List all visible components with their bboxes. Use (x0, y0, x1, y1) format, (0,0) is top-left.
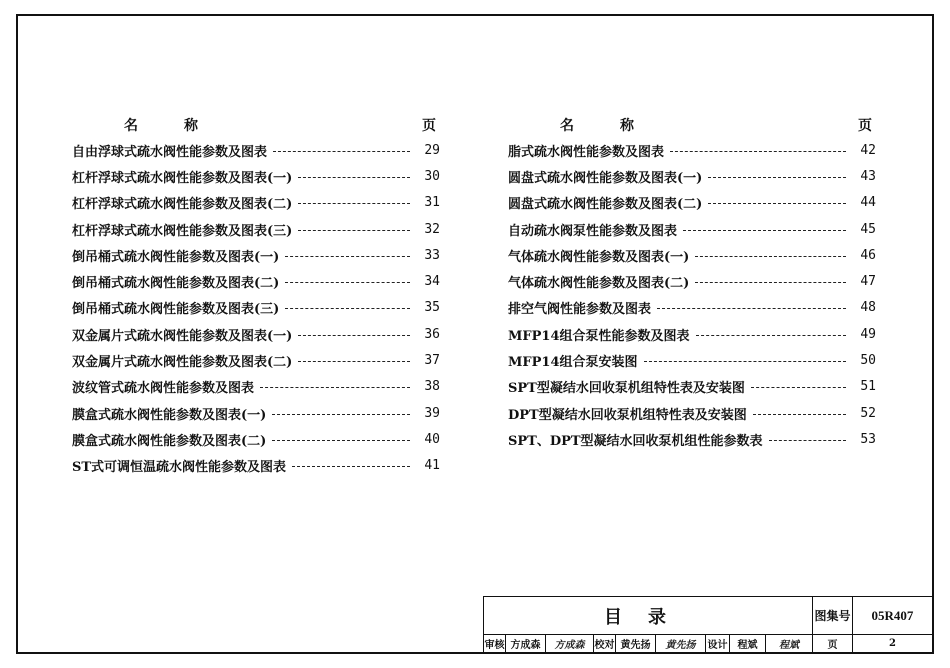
toc-entry (508, 295, 876, 321)
toc-entry (508, 347, 876, 373)
toc-entry-title: 气体疏水阀性能参数及图表(二) (508, 276, 690, 292)
atlas-label: 图集号 (813, 597, 853, 635)
toc-entry (72, 268, 440, 294)
toc-entry-title: ST式可调恒温疏水阀性能参数及图表 (72, 460, 287, 476)
toc-entry (72, 137, 440, 163)
toc-entry-page: 47 (860, 274, 876, 290)
toc-entry-page: 43 (860, 168, 876, 184)
toc-entry-page: 53 (860, 431, 876, 447)
toc-entry (508, 242, 876, 268)
toc-entry-title: DPT型凝结水回收泵机组特性表及安装图 (508, 407, 747, 423)
dash-leader (708, 177, 846, 178)
sheet-title: 目录 (484, 597, 813, 635)
header-page: 页 (422, 118, 436, 134)
toc-entry (72, 190, 440, 216)
dash-leader (298, 203, 410, 204)
toc-entry-title: 气体疏水阀性能参数及图表(一) (508, 249, 690, 265)
toc-entry-title: 倒吊桶式疏水阀性能参数及图表(三) (72, 302, 280, 318)
toc-entry (72, 374, 440, 400)
designer-signature: 程斌 (766, 635, 813, 653)
toc-entry-page: 46 (860, 247, 876, 263)
toc-entry-page: 35 (424, 300, 440, 316)
dash-leader (272, 440, 410, 441)
toc-entry (508, 163, 876, 189)
checker-name: 黄先扬 (616, 635, 656, 653)
toc-entry-title: 倒吊桶式疏水阀性能参数及图表(二) (72, 276, 280, 292)
toc-entry (72, 453, 440, 479)
toc-entry (72, 347, 440, 373)
toc-entry-title: 自动疏水阀泵性能参数及图表 (508, 223, 678, 239)
atlas-number: 05R407 (853, 597, 933, 635)
toc-entry-title: 双金属片式疏水阀性能参数及图表(二) (72, 355, 293, 371)
toc-entry-page: 41 (424, 458, 440, 474)
dash-leader (753, 414, 846, 415)
toc-entry-title: SPT、DPT型凝结水回收泵机组性能参数表 (508, 433, 763, 449)
title-block (483, 596, 934, 654)
toc-entry (508, 374, 876, 400)
dash-leader (657, 308, 846, 309)
toc-entry-page: 50 (860, 353, 876, 369)
toc-entry-page: 36 (424, 326, 440, 342)
toc-entry (508, 268, 876, 294)
toc-entry (72, 242, 440, 268)
design-label: 设计 (706, 635, 730, 653)
toc-entry-page: 29 (424, 142, 440, 158)
toc-left-list (72, 137, 440, 479)
dash-leader (285, 282, 410, 283)
toc-entry-page: 45 (860, 221, 876, 237)
toc-entry-page: 33 (424, 247, 440, 263)
toc-entry-title: 杠杆浮球式疏水阀性能参数及图表(二) (72, 197, 293, 213)
toc-entry (508, 321, 876, 347)
toc-entry-title: 双金属片式疏水阀性能参数及图表(一) (72, 328, 293, 344)
toc-left-column (72, 115, 440, 479)
header-name: 名称 (124, 118, 244, 134)
toc-entry (508, 400, 876, 426)
toc-entry-title: 排空气阀性能参数及图表 (508, 302, 652, 318)
toc-entry-page: 52 (860, 405, 876, 421)
toc-entry (72, 163, 440, 189)
dash-leader (292, 466, 410, 467)
toc-entry-title: 倒吊桶式疏水阀性能参数及图表(一) (72, 249, 280, 265)
dash-leader (273, 151, 410, 152)
toc-entry (72, 400, 440, 426)
toc-entry-page: 44 (860, 195, 876, 211)
header-name: 名称 (560, 118, 680, 134)
toc-entry-page: 32 (424, 221, 440, 237)
toc-right-list (508, 137, 876, 453)
dash-leader (298, 361, 410, 362)
toc-entry-title: 自由浮球式疏水阀性能参数及图表 (72, 144, 268, 160)
toc-entry (508, 190, 876, 216)
toc-entry (72, 216, 440, 242)
toc-entry-title: 圆盘式疏水阀性能参数及图表(一) (508, 170, 703, 186)
toc-entry-title: 杠杆浮球式疏水阀性能参数及图表(三) (72, 223, 293, 239)
dash-leader (272, 414, 410, 415)
toc-entry (508, 426, 876, 452)
toc-right-header (508, 115, 876, 137)
toc-right-column (508, 115, 876, 453)
toc-entry-title: MFP14组合泵安装图 (508, 355, 638, 371)
toc-entry (508, 216, 876, 242)
toc-entry-title: SPT型凝结水回收泵机组特性表及安装图 (508, 381, 745, 397)
toc-entry-page: 30 (424, 168, 440, 184)
dash-leader (298, 335, 410, 336)
toc-entry-page: 39 (424, 405, 440, 421)
toc-entry-page: 34 (424, 274, 440, 290)
toc-entry-page: 37 (424, 353, 440, 369)
toc-entry (72, 321, 440, 347)
dash-leader (683, 230, 846, 231)
dash-leader (298, 177, 410, 178)
dash-leader (695, 256, 846, 257)
dash-leader (670, 151, 846, 152)
toc-entry-page: 49 (860, 326, 876, 342)
reviewer-signature: 方成森 (546, 635, 594, 653)
review-label: 审核 (484, 635, 506, 653)
toc-entry-page: 40 (424, 431, 440, 447)
designer-name: 程斌 (730, 635, 766, 653)
toc-entry-page: 31 (424, 195, 440, 211)
check-label: 校对 (594, 635, 616, 653)
toc-entry (72, 426, 440, 452)
dash-leader (751, 387, 846, 388)
dash-leader (695, 282, 846, 283)
header-page: 页 (858, 118, 872, 134)
dash-leader (260, 387, 410, 388)
page-label: 页 (813, 635, 853, 653)
reviewer-name: 方成森 (506, 635, 546, 653)
checker-signature: 黄先扬 (656, 635, 706, 653)
toc-entry-title: 杠杆浮球式疏水阀性能参数及图表(一) (72, 170, 293, 186)
toc-entry-title: 波纹管式疏水阀性能参数及图表 (72, 381, 255, 397)
toc-entry-title: 膜盒式疏水阀性能参数及图表(二) (72, 433, 267, 449)
toc-entry-page: 42 (860, 142, 876, 158)
toc-left-header (72, 115, 440, 137)
toc-entry (72, 295, 440, 321)
toc-entry-title: MFP14组合泵性能参数及图表 (508, 328, 690, 344)
dash-leader (769, 440, 846, 441)
toc-entry-page: 51 (860, 379, 876, 395)
toc-entry (508, 137, 876, 163)
dash-leader (285, 308, 410, 309)
toc-entry-page: 48 (860, 300, 876, 316)
dash-leader (298, 230, 410, 231)
dash-leader (285, 256, 410, 257)
toc-entry-title: 脂式疏水阀性能参数及图表 (508, 144, 665, 160)
page-number: 2 (853, 635, 933, 653)
dash-leader (644, 361, 847, 362)
toc-entry-title: 膜盒式疏水阀性能参数及图表(一) (72, 407, 267, 423)
dash-leader (696, 335, 847, 336)
dash-leader (708, 203, 846, 204)
toc-entry-page: 38 (424, 379, 440, 395)
toc-entry-title: 圆盘式疏水阀性能参数及图表(二) (508, 197, 703, 213)
